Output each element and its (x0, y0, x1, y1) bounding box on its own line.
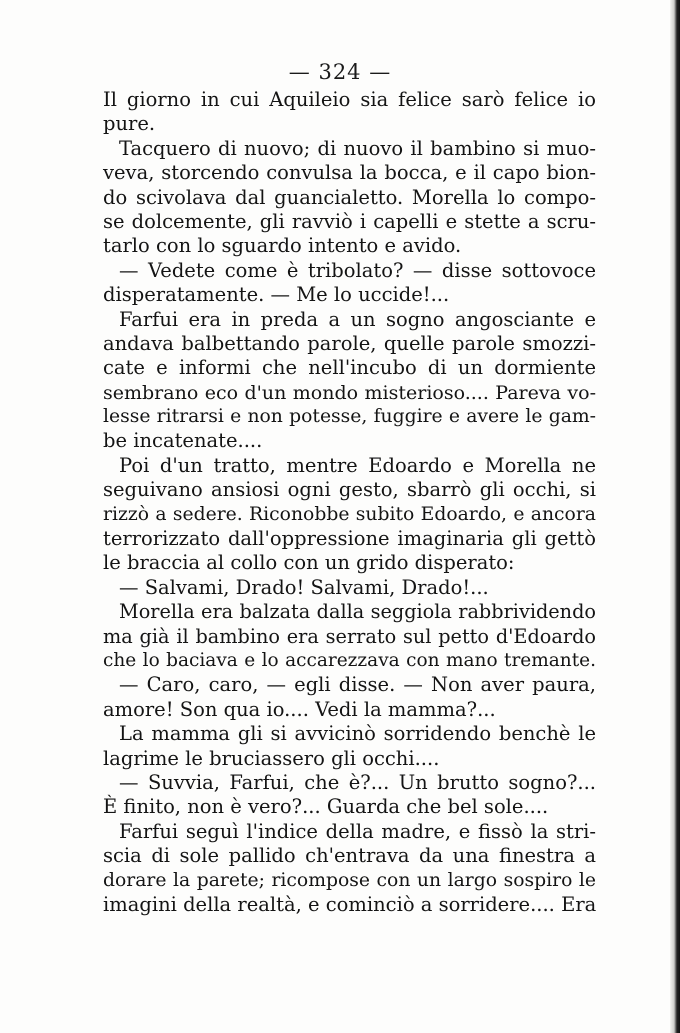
text-line: sembrano eco d'un mondo misterioso.... Pareva vo- (103, 381, 596, 404)
text-line: — Suvvia, Farfui, che è?... Un brutto sogno?... (119, 770, 596, 794)
text-line: È finito, non è vero?... Guarda che bel sole.... (103, 795, 549, 819)
body-text (103, 88, 596, 917)
text-line: terrorizzato dall'oppressione imaginaria gli gettò (103, 527, 596, 551)
text-line: veva, storcendo convulsa la bocca, e il capo bion- (103, 161, 596, 185)
text-line: La mamma gli si avvicinò sorridendo benchè le (119, 722, 596, 746)
text-line: — Vedete come è tribolato? — disse sottovoce (119, 258, 596, 282)
text-line: lagrime le bruciassero gli occhi.... (103, 746, 440, 770)
text-line: Farfui era in preda a un sogno angosciante e (119, 307, 596, 331)
text-line: Il giorno in cui Aquileio sia felice sarò felice io (103, 88, 596, 111)
page-number: — 324 — (288, 60, 392, 84)
text-line: disperatamente. — Me lo uccide!... (103, 283, 450, 307)
text-line: pure. (103, 112, 156, 136)
text-line: dorare la parete; ricompose con un largo sospiro le (103, 869, 596, 891)
text-line: amore! Son qua io.... Vedi la mamma?... (103, 697, 496, 721)
page-edge-shadow (670, 0, 680, 1033)
text-line: rizzò a sedere. Riconobbe subito Edoardo, e ancora (103, 503, 596, 525)
text-line: se dolcemente, gli ravviò i capelli e stette a scru- (103, 209, 596, 233)
text-line: le braccia al collo con un grido disperato: (103, 551, 515, 575)
text-line: imagini della realtà, e cominciò a sorridere.... Era (103, 892, 597, 916)
text-line: be incatenate.... (103, 429, 263, 453)
text-line: ma già il bambino era serrato sul petto d'Edoardo (103, 624, 596, 648)
text-line: — Salvami, Drado! Salvami, Drado!... (119, 575, 489, 599)
text-line: Morella era balzata dalla seggiola rabbrividendo (119, 600, 596, 624)
text-line: scia di sole pallido ch'entrava da una finestra a (103, 844, 596, 868)
text-line: cate e informi che nell'incubo di un dormiente (103, 356, 596, 380)
text-line: lesse ritrarsi e non potesse, fuggire e avere le gam- (103, 406, 596, 428)
text-line: Tacquero di nuovo; di nuovo il bambino si muo- (119, 136, 596, 160)
text-line: do scivolava dal guancialetto. Morella lo compo- (103, 185, 596, 209)
text-line: tarlo con lo sguardo intento e avido. (103, 234, 462, 258)
text-line: andava balbettando parole, quelle parole smozzi- (103, 331, 596, 355)
text-line: che lo baciava e lo accarezzava con mano tremante. (103, 649, 596, 671)
text-line: seguivano ansiosi ogni gesto, sbarrò gli occhi, si (103, 478, 596, 502)
text-line: Farfui seguì l'indice della madre, e fissò la stri- (119, 819, 596, 843)
text-line: Poi d'un tratto, mentre Edoardo e Morella ne (119, 453, 596, 477)
text-line: — Caro, caro, — egli disse. — Non aver paura, (119, 673, 596, 697)
